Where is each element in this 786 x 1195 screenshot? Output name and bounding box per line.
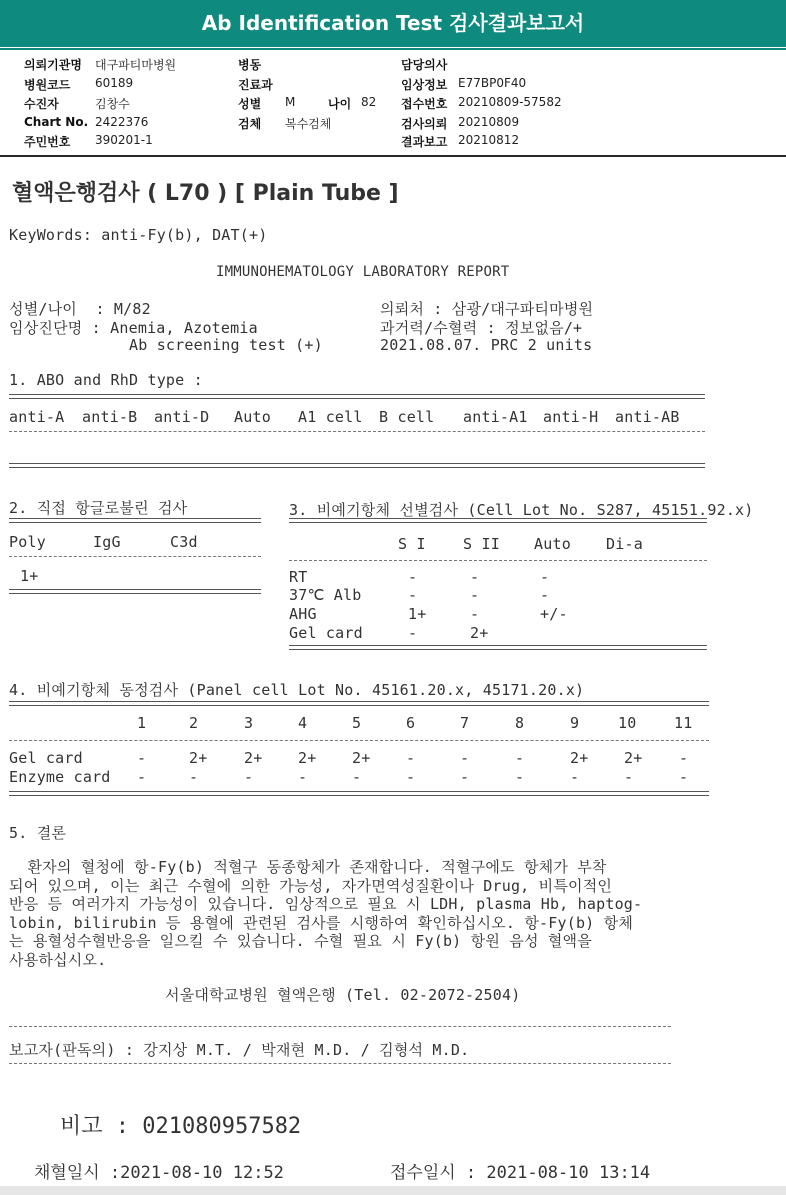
screen-header-rule [289, 560, 707, 561]
header-value: 82 [361, 95, 377, 109]
conclusion-line: lobin, bilirubin 등 용혈에 관련된 검사를 시행하여 확인하십시오. 항-Fy(b) 항체 [9, 913, 634, 932]
conclusion-line: 환자의 혈청에 항-Fy(b) 적혈구 동종항체가 존재합니다. 적혈구에도 항체가 부착 [9, 858, 607, 876]
panel-column-header: 10 [618, 714, 637, 732]
abo-header-cell: anti-H [543, 408, 599, 426]
panel-top-rule [9, 701, 709, 706]
header-value: E77BP0F40 [458, 76, 527, 90]
patient-sex-age: 성별/나이 : M/82 [9, 300, 151, 318]
header-value: 대구파티마병원 [95, 58, 177, 72]
panel-cell: 2+ [624, 749, 643, 767]
panel-cell: - [515, 749, 525, 767]
abo-header-cell: A1 cell [298, 408, 363, 426]
remarks: 비고 : 021080957582 [60, 1114, 302, 1139]
header-value: 60189 [95, 76, 134, 90]
panel-column-header: 3 [244, 714, 254, 732]
dat-header-cell: C3d [170, 533, 198, 551]
screen-header-cell: S I [398, 535, 426, 553]
header-label: 주민번호 [24, 135, 71, 149]
header-value: 20210809 [458, 115, 520, 129]
panel-column-header: 8 [515, 714, 525, 732]
receipt-datetime: 접수일시 : 2021-08-10 13:14 [390, 1163, 651, 1183]
panel-cell: - [137, 768, 147, 786]
panel-cell: 2+ [352, 749, 371, 767]
reporter-bottom-rule [9, 1063, 671, 1064]
panel-cell: - [460, 768, 470, 786]
abo-top-rule [9, 394, 705, 399]
screen-cell: - [540, 568, 550, 586]
panel-cell: - [189, 768, 199, 786]
panel-cell: - [244, 768, 254, 786]
reporter-top-rule [9, 1026, 671, 1027]
lab-report-title: IMMUNOHEMATOLOGY LABORATORY REPORT [216, 264, 510, 280]
conclusion-line: 반응 등 여러가지 가능성이 있습니다. 임상적으로 필요 시 LDH, plasma Hb, haptog- [9, 895, 643, 913]
screen-cell: - [470, 568, 480, 586]
panel-cell: - [298, 768, 308, 786]
panel-column-header: 11 [674, 714, 693, 732]
banner-underline [0, 48, 786, 50]
header-label: 담당의사 [401, 58, 448, 72]
header-value: 20210809-57582 [458, 95, 562, 109]
screen-cell: - [470, 605, 480, 623]
header-label: 수진자 [24, 97, 59, 111]
panel-cell: - [570, 768, 580, 786]
panel-cell: - [624, 768, 634, 786]
header-value: 복수검체 [285, 117, 332, 131]
abo-header-cell: anti-D [154, 408, 210, 426]
screen-cell: - [408, 568, 418, 586]
abo-header-cell: anti-A [9, 408, 65, 426]
keywords: KeyWords: anti-Fy(b), DAT(+) [9, 226, 268, 244]
report-banner-title: Ab Identification Test 검사결과보고서 [0, 0, 786, 47]
screen-cell: 2+ [470, 624, 489, 642]
panel-cell: 2+ [189, 749, 208, 767]
referring-hospital: 의뢰처 : 삼광/대구파티마병원 [380, 300, 594, 318]
screen-row-label: RT [289, 568, 308, 586]
header-label: 병원코드 [24, 78, 71, 92]
header-label: 병동 [238, 58, 262, 72]
conclusion-title: 5. 결론 [9, 824, 67, 842]
screen-cell: - [408, 586, 418, 604]
transfusion-history: 과거력/수혈력 : 정보없음/+ [380, 319, 583, 337]
panel-row-label: Enzyme card [9, 768, 111, 786]
panel-column-header: 5 [352, 714, 362, 732]
patient-diagnosis: 임상진단명 : Anemia, Azotemia [9, 319, 258, 337]
header-value: 김창수 [95, 97, 130, 111]
collection-datetime: 채혈일시 :2021-08-10 12:52 [34, 1163, 284, 1183]
dat-top-rule [9, 518, 261, 523]
screen-top-rule [289, 518, 707, 523]
header-label: 의뢰기관명 [24, 58, 82, 72]
header-label: 접수번호 [401, 97, 448, 111]
abo-bottom-rule [9, 463, 705, 468]
screen-cell: 1+ [408, 605, 427, 623]
dat-header-cell: IgG [93, 533, 121, 551]
screen-row-label: 37℃ Alb [289, 586, 362, 604]
header-value: M [285, 95, 296, 109]
panel-column-header: 9 [570, 714, 580, 732]
screen-cell: +/- [540, 605, 568, 623]
bottom-edge [0, 1186, 786, 1195]
hospital-line: 서울대학교병원 혈액은행 (Tel. 02-2072-2504) [165, 986, 521, 1004]
reporter-line: 보고자(판독의) : 강지상 M.T. / 박재현 M.D. / 김형석 M.D. [9, 1041, 470, 1059]
dat-header-cell: Poly [9, 533, 46, 551]
screen-header-cell: Auto [534, 535, 571, 553]
screen-cell: - [470, 586, 480, 604]
header-label: 진료과 [238, 78, 273, 92]
abo-header-rule [9, 431, 705, 432]
abo-title: 1. ABO and RhD type : [9, 371, 203, 389]
patient-screening: Ab screening test (+) [9, 336, 323, 354]
panel-cell: 2+ [570, 749, 589, 767]
screen-cell: - [540, 586, 550, 604]
abo-header-cell: B cell [379, 408, 435, 426]
abo-header-cell: Auto [234, 408, 271, 426]
dat-value-cell: 1+ [20, 567, 39, 585]
panel-cell: - [137, 749, 147, 767]
dat-header-rule [9, 556, 261, 557]
header-value: 2422376 [95, 115, 149, 129]
dat-title: 2. 직접 항글로불린 검사 [9, 499, 188, 517]
panel-cell: - [679, 749, 689, 767]
dat-bottom-rule [9, 589, 261, 594]
panel-cell: 2+ [298, 749, 317, 767]
header-label: Chart No. [24, 115, 89, 129]
abo-header-cell: anti-AB [615, 408, 680, 426]
panel-column-header: 4 [298, 714, 308, 732]
screen-bottom-rule [289, 645, 707, 650]
screen-row-label: AHG [289, 605, 317, 623]
header-divider [0, 155, 786, 157]
conclusion-line: 사용하십시오. [9, 950, 107, 969]
header-value: 390201-1 [95, 133, 153, 147]
screen-title: 3. 비예기항체 선별검사 (Cell Lot No. S287, 45151.92.x) [289, 501, 754, 519]
conclusion-line: 는 용혈성수혈반응을 일으킬 수 있습니다. 수혈 필요 시 Fy(b) 항원 음성 혈액을 [9, 932, 592, 950]
panel-header-rule [9, 740, 709, 741]
screen-header-cell: S II [463, 535, 500, 553]
section-title: 혈액은행검사 ( L70 ) [ Plain Tube ] [12, 181, 399, 206]
screen-header-cell: Di-a [606, 535, 643, 553]
panel-cell: - [515, 768, 525, 786]
panel-column-header: 6 [406, 714, 416, 732]
panel-cell: - [406, 749, 416, 767]
header-value: 20210812 [458, 133, 520, 147]
panel-bottom-rule [9, 791, 709, 796]
panel-cell: - [460, 749, 470, 767]
panel-cell: 2+ [244, 749, 263, 767]
panel-title: 4. 비예기항체 동정검사 (Panel cell Lot No. 45161.20.x, 45171.20.x) [9, 681, 585, 699]
header-label: 검사의뢰 [401, 117, 448, 131]
panel-cell: - [406, 768, 416, 786]
abo-header-cell: anti-B [82, 408, 138, 426]
panel-column-header: 2 [189, 714, 199, 732]
header-label: 결과보고 [401, 135, 448, 149]
transfusion-date: 2021.08.07. PRC 2 units [380, 336, 593, 354]
panel-cell: - [679, 768, 689, 786]
conclusion-line: 되어 있으며, 이는 최근 수혈에 의한 가능성, 자가면역성질환이나 Drug, 비특이적인 [9, 876, 613, 895]
panel-cell: - [352, 768, 362, 786]
header-label: 나이 [328, 97, 352, 111]
screen-row-label: Gel card [289, 624, 363, 642]
abo-header-cell: anti-A1 [463, 408, 528, 426]
header-label: 검체 [238, 117, 262, 131]
header-label: 성별 [238, 97, 262, 111]
panel-row-label: Gel card [9, 749, 83, 767]
panel-column-header: 1 [137, 714, 147, 732]
panel-column-header: 7 [460, 714, 470, 732]
header-label: 임상정보 [401, 78, 448, 92]
screen-cell: - [408, 624, 418, 642]
